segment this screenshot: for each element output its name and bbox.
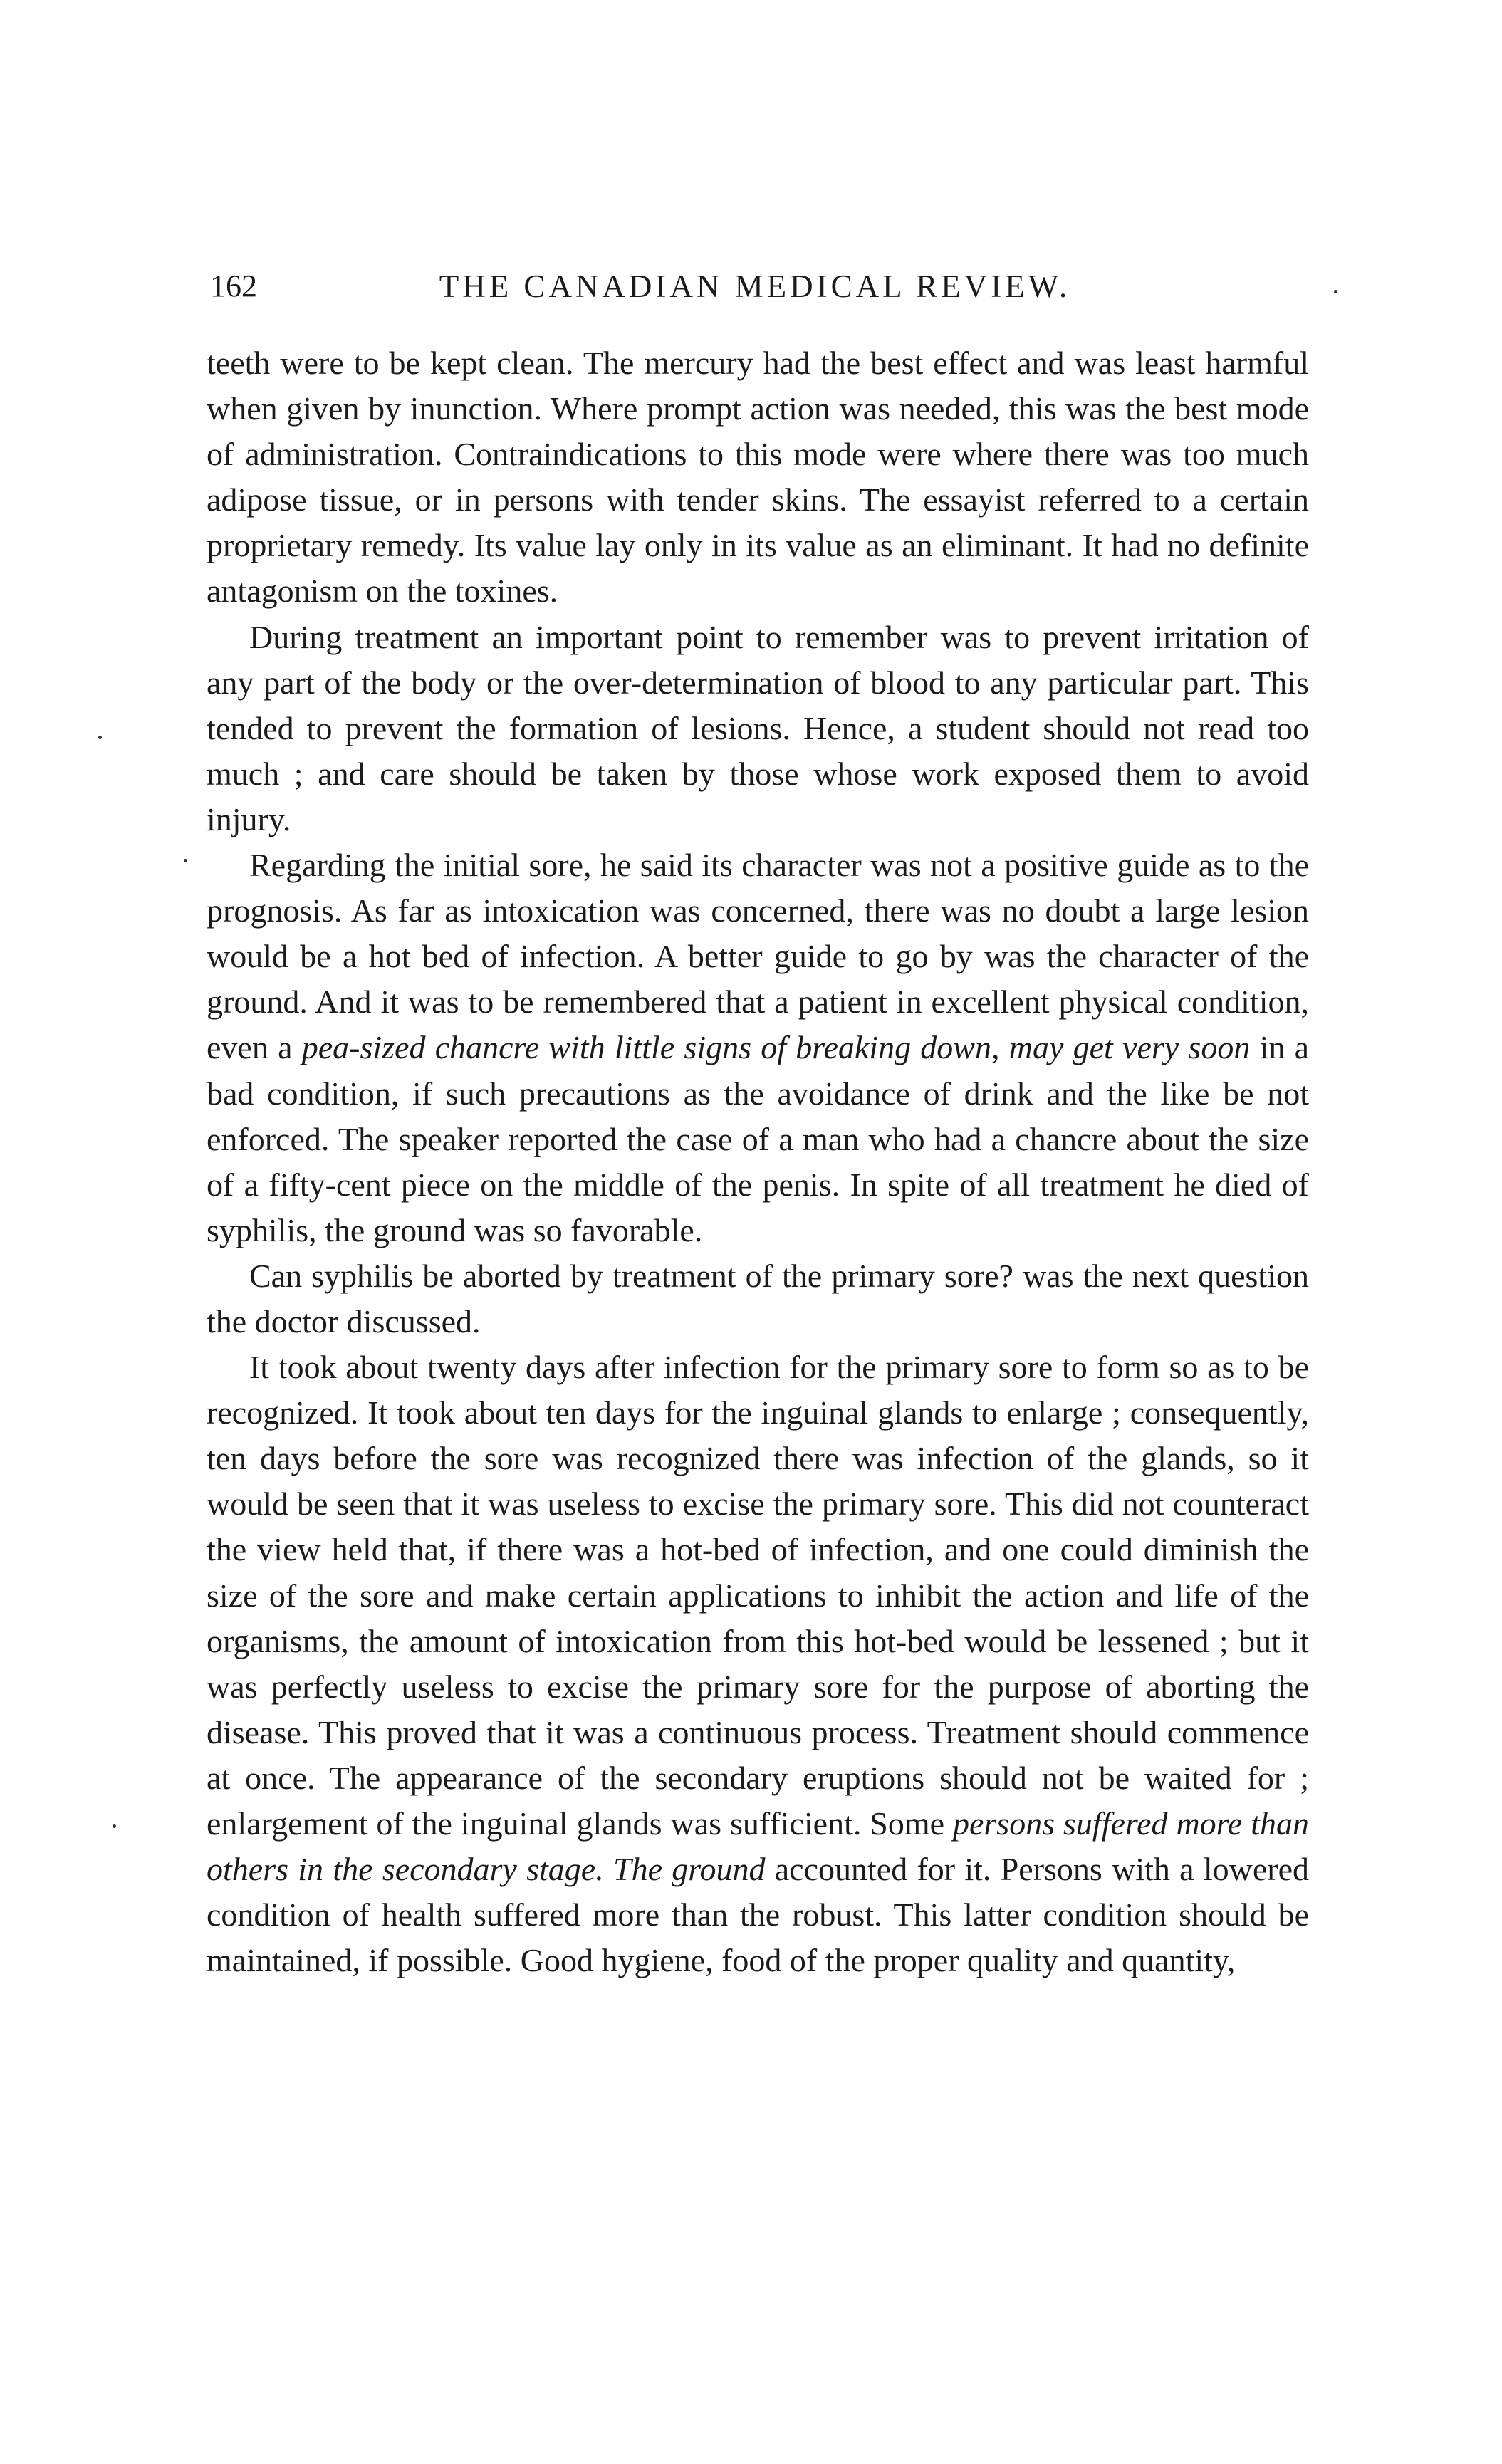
paragraph — [207, 842, 1309, 1253]
italic-text: persons suffered more than others in the secondary stage. The ground — [207, 1805, 1309, 1888]
paragraph-text: teeth were to be kept clean. The mercury had the best effect and was least harmful when given by inunction. Where prompt action was needed, this was the best mode of administration. Contraindications to this mode were where there was too much adipose tissue, or in persons with tender skins. The essayist referred to a certain proprietary remedy. Its value lay only in its value as an eliminant. It had no definite antagonism on the toxines. — [207, 345, 1309, 610]
page-header — [210, 265, 1300, 308]
print-speck — [98, 736, 102, 739]
paragraph — [207, 1345, 1309, 1983]
paragraph — [207, 1253, 1309, 1345]
paragraph — [207, 340, 1309, 615]
paragraph — [207, 615, 1309, 842]
paragraph-text: Regarding the initial sore, he said its character was not a positive guide as to the prognosis. As far as intoxication was concerned, there was no doubt a large lesion would be a hot bed of infection. A better guide to go by was the character of the ground. And it was to be remembered that a patient in excellent physical condition, even a — [207, 847, 1309, 1066]
running-head: THE CANADIAN MEDICAL REVIEW. — [439, 268, 1071, 304]
article-body — [207, 340, 1309, 1983]
print-speck — [113, 1824, 116, 1828]
print-speck — [1334, 290, 1337, 293]
paragraph-text: During treatment an important point to remember was to prevent irritation of any part of the body or the over-determination of blood to any particular part. This tended to prevent the formation of lesions. Hence, a student should not read too much ; and care should be taken by those whose work exposed them to avoid injury. — [207, 618, 1309, 837]
italic-text: pea-sized chancre with little signs of breaking down, may get very soon — [301, 1029, 1251, 1066]
paragraph-text: Can syphilis be aborted by treatment of the primary sore? was the next question the doctor discussed. — [207, 1257, 1309, 1340]
paragraph-text: It took about twenty days after infection for the primary sore to form so as to be recognized. It took about ten days for the inguinal glands to enlarge ; consequently, ten days before the sore was recognized there was infection of the glands, so it would be seen that it was useless to excise the primary sore. This did not counteract the view held that, if there was a hot-bed of infection, and one could diminish the size of the sore and make certain applications to inhibit the action and life of the organisms, the amount of intoxication from this hot-bed would be lessened ; but it was perfectly useless to excise the primary sore for the purpose of aborting the disease. This proved that it was a continuous process. Treatment should commence at once. The appearance of the secondary eruptions should not be waited for ; enlargement of the inguinal glands was sufficient. Some — [207, 1349, 1309, 1842]
page-number: 162 — [210, 268, 257, 303]
paragraph-text: accounted for it. Persons with a lowered condition of health suffered more than the robust. This latter condition should be maintained, if possible. Good hygiene, food of the proper quality and quantity, — [207, 1851, 1309, 1979]
paragraph-text: in a bad condition, if such precautions as the avoidance of drink and the like be not enforced. The speaker reported the case of a man who had a chancre about the size of a fifty-cent piece on the middle of the penis. In spite of all treatment he died of syphilis, the ground was so favorable. — [207, 1029, 1309, 1248]
print-speck — [184, 859, 187, 862]
